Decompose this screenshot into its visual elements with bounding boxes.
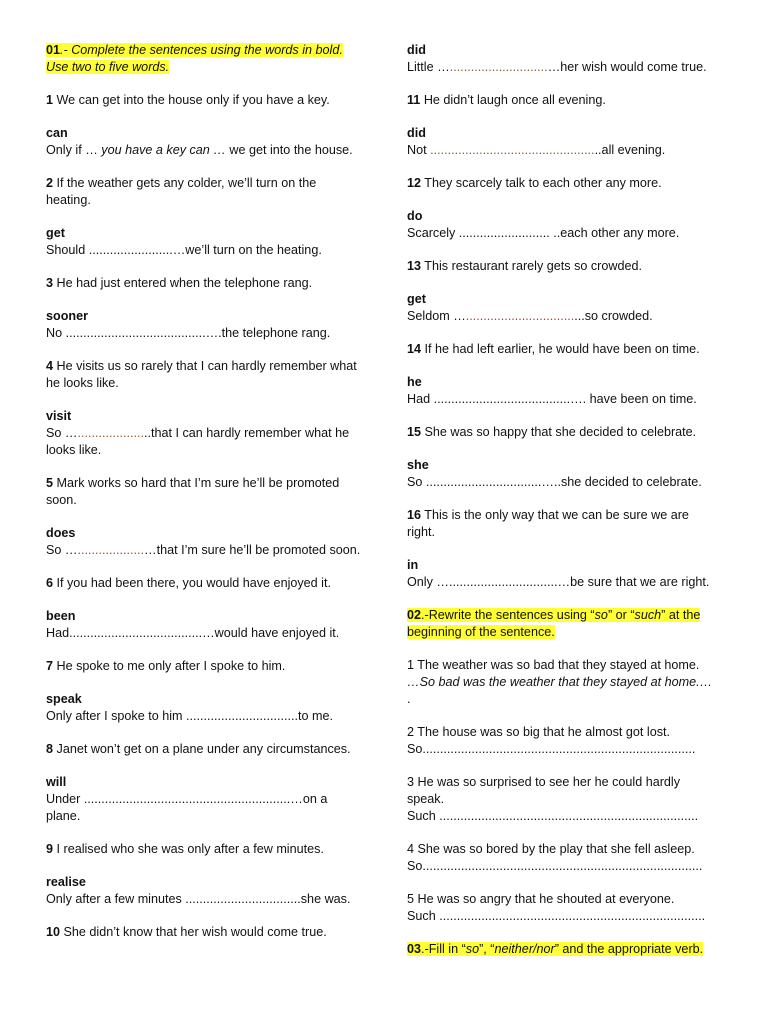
left-column bbox=[46, 42, 364, 941]
question-7: 7 He spoke to me only after I spoke to him. bbox=[46, 659, 286, 673]
answer-10[interactable]: Little …............................…her wish would come true. bbox=[407, 60, 707, 74]
keyword-12: do bbox=[407, 209, 423, 223]
question-1: 1 We can get into the house only if you have a key. bbox=[46, 93, 330, 107]
keyword-1: can bbox=[46, 126, 68, 140]
section-02-heading-cont: beginning of the sentence. bbox=[407, 625, 555, 639]
question-11: 11 He didn’t laugh once all evening. bbox=[407, 93, 606, 107]
question-9: 9 I realised who she was only after a few minutes. bbox=[46, 842, 324, 856]
question-2-cont: heating. bbox=[46, 193, 91, 207]
answer-4-cont: looks like. bbox=[46, 443, 102, 457]
question-3: 3 He had just entered when the telephone rang. bbox=[46, 276, 313, 290]
rewrite-answer-5[interactable]: Such ............................................................................ bbox=[407, 909, 706, 923]
question-5-cont: soon. bbox=[46, 493, 77, 507]
keyword-8: will bbox=[46, 775, 67, 789]
rewrite-answer-3[interactable]: Such .......................................................................... bbox=[407, 809, 699, 823]
keyword-15: she bbox=[407, 458, 429, 472]
rewrite-answer-1-cont: . bbox=[407, 692, 411, 706]
answer-8[interactable]: Under ...........................................................…on a plane. bbox=[46, 792, 328, 823]
answer-13[interactable]: Seldom …..................................so crowded. bbox=[407, 309, 653, 323]
answer-16[interactable]: Only …...............................…be sure that we are right. bbox=[407, 575, 710, 589]
rewrite-answer-4[interactable]: So................................................................................ bbox=[407, 859, 703, 873]
rewrite-answer-1: …So bad was the weather that they stayed at home.… bbox=[407, 675, 713, 689]
keyword-13: get bbox=[407, 292, 426, 306]
question-10: 10 She didn’t know that her wish would come true. bbox=[46, 925, 327, 939]
answer-14[interactable]: Had .......................................…. have been on time. bbox=[407, 392, 697, 406]
question-13: 13 This restaurant rarely gets so crowded. bbox=[407, 259, 642, 273]
rewrite-question-3-cont: speak. bbox=[407, 792, 445, 806]
answer-7[interactable]: Only after I spoke to him ................................to me. bbox=[46, 709, 333, 723]
rewrite-question-2: 2 The house was so big that he almost got lost. bbox=[407, 725, 670, 739]
question-12: 12 They scarcely talk to each other any more. bbox=[407, 176, 662, 190]
question-6: 6 If you had been there, you would have enjoyed it. bbox=[46, 576, 331, 590]
question-2: 2 If the weather gets any colder, we’ll turn on the bbox=[46, 176, 317, 190]
answer-15[interactable]: So .................................…..she decided to celebrate. bbox=[407, 475, 702, 489]
answer-2[interactable]: Should ........................…we’ll turn on the heating. bbox=[46, 243, 322, 257]
section-01-instruction-2: Use two to five words. bbox=[46, 60, 170, 74]
answer-6[interactable]: Had......................................…would have enjoyed it. bbox=[46, 626, 340, 640]
section-02-heading: 02.-Rewrite the sentences using “so” or “such” at the bbox=[407, 608, 701, 622]
section-01-number: 01 bbox=[46, 43, 61, 57]
keyword-9: realise bbox=[46, 875, 86, 889]
answer-9[interactable]: Only after a few minutes .................................she was. bbox=[46, 892, 351, 906]
keyword-7: speak bbox=[46, 692, 82, 706]
keyword-3: sooner bbox=[46, 309, 88, 323]
rewrite-question-5: 5 He was so angry that he shouted at everyone. bbox=[407, 892, 675, 906]
rewrite-question-4: 4 She was so bored by the play that she fell asleep. bbox=[407, 842, 695, 856]
keyword-14: he bbox=[407, 375, 422, 389]
answer-12[interactable]: Scarcely .......................... ..each other any more. bbox=[407, 226, 680, 240]
answer-5[interactable]: So …...................…that I’m sure he’ll be promoted soon. bbox=[46, 543, 361, 557]
keyword-4: visit bbox=[46, 409, 72, 423]
section-01-heading bbox=[46, 42, 364, 59]
keyword-6: been bbox=[46, 609, 76, 623]
answer-4[interactable]: So ….....................that I can hardly remember what he bbox=[46, 426, 350, 440]
rewrite-answer-2[interactable]: So.............................................................................. bbox=[407, 742, 696, 756]
keyword-10: did bbox=[407, 43, 426, 57]
question-8: 8 Janet won’t get on a plane under any circumstances. bbox=[46, 742, 351, 756]
question-16: 16 This is the only way that we can be sure we are bbox=[407, 508, 689, 522]
keyword-2: get bbox=[46, 226, 65, 240]
keyword-5: does bbox=[46, 526, 76, 540]
answer-1: Only if … you have a key can … we get into the house. bbox=[46, 143, 353, 157]
question-16-cont: right. bbox=[407, 525, 435, 539]
question-5: 5 Mark works so hard that I’m sure he’ll be promoted bbox=[46, 476, 340, 490]
answer-3[interactable]: No ........................................….the telephone rang. bbox=[46, 326, 331, 340]
question-14: 14 If he had left earlier, he would have been on time. bbox=[407, 342, 700, 356]
question-4: 4 He visits us so rarely that I can hardly remember what bbox=[46, 359, 357, 373]
section-03-heading: 03.-Fill in “so”, “neither/nor” and the appropriate verb. bbox=[407, 942, 704, 956]
right-column bbox=[407, 42, 719, 958]
rewrite-question-1: 1 The weather was so bad that they stayed at home. bbox=[407, 658, 700, 672]
answer-11[interactable]: Not .................................................all evening. bbox=[407, 143, 666, 157]
keyword-11: did bbox=[407, 126, 426, 140]
section-01-instruction-1: .- Complete the sentences using the words in bold. bbox=[60, 43, 343, 57]
rewrite-question-3: 3 He was so surprised to see her he could hardly bbox=[407, 775, 681, 789]
question-15: 15 She was so happy that she decided to celebrate. bbox=[407, 425, 697, 439]
question-4-cont: he looks like. bbox=[46, 376, 119, 390]
keyword-16: in bbox=[407, 558, 419, 572]
